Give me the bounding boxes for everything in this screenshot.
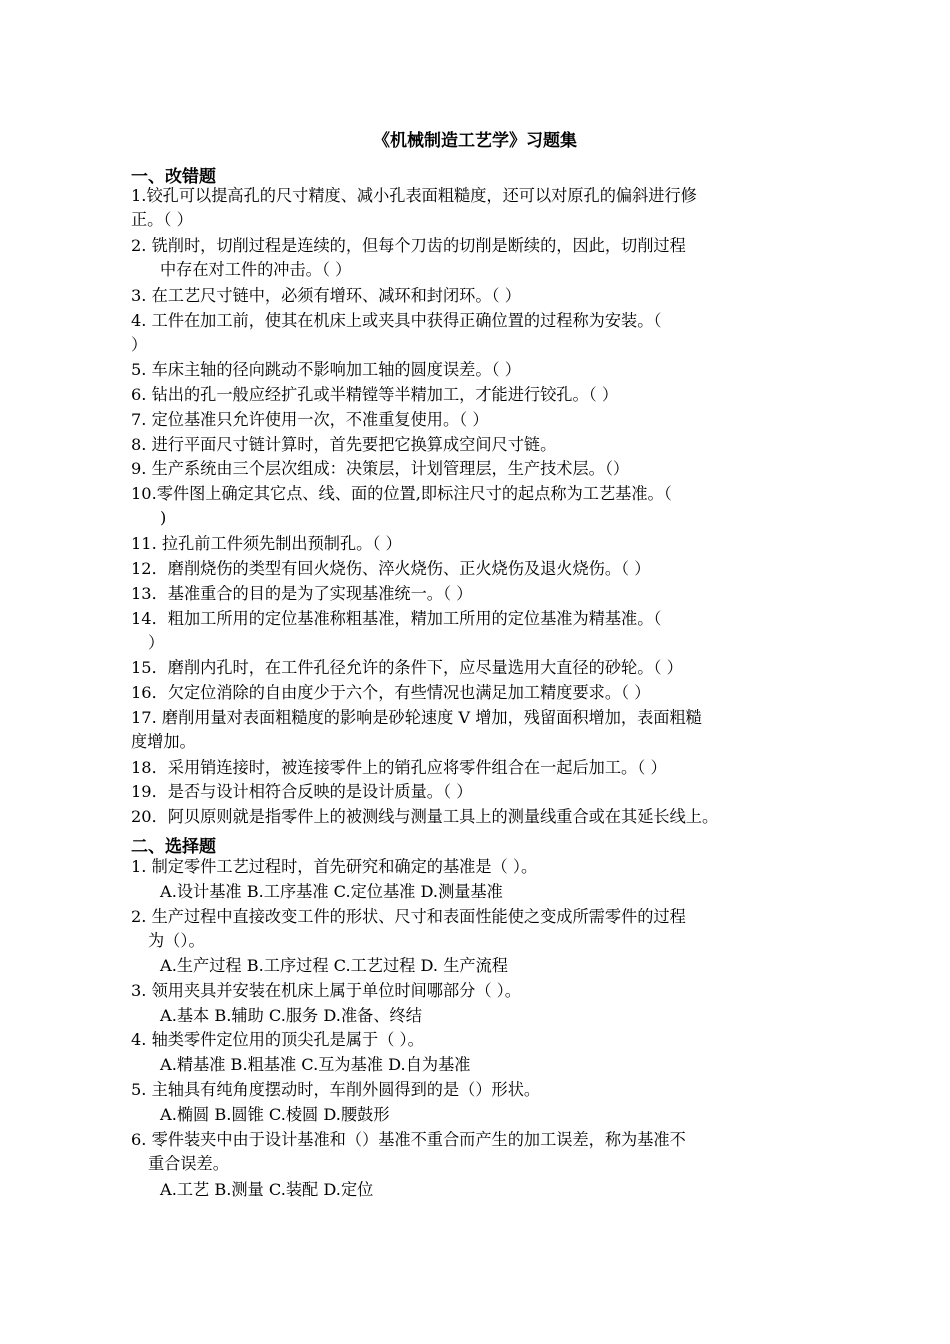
choice-6-options: A.工艺 B.测量 C.装配 D.定位 xyxy=(160,1180,374,1199)
question-17-line-1: 17. 磨削用量对表面粗糙度的影响是砂轮速度 V 增加，残留面积增加，表面粗糙 xyxy=(131,708,702,727)
choice-1-options: A.设计基准 B.工序基准 C.定位基准 D.测量基准 xyxy=(160,882,503,901)
choice-5: 5. 主轴具有纯角度摆动时，车削外圆得到的是（）形状。 xyxy=(131,1080,541,1099)
question-10-line-1: 10.零件图上确定其它点、线、面的位置,即标注尺寸的起点称为工艺基准。（ xyxy=(131,484,672,503)
question-16: 16．欠定位消除的自由度少于六个，有些情况也满足加工精度要求。（ ） xyxy=(131,683,651,702)
question-12: 12．磨削烧伤的类型有回火烧伤、淬火烧伤、正火烧伤及退火烧伤。（ ） xyxy=(131,559,651,578)
section-heading-choice: 二、选择题 xyxy=(131,837,216,857)
question-20: 20．阿贝原则就是指零件上的被测线与测量工具上的测量线重合或在其延长线上。 xyxy=(131,807,719,826)
question-4-line-2: ） xyxy=(131,335,148,354)
question-17-line-2: 度增加。 xyxy=(131,732,196,751)
section-heading-correction: 一、改错题 xyxy=(131,167,216,187)
question-11: 11. 拉孔前工件须先制出预制孔。（ ） xyxy=(131,534,402,553)
choice-4-options: A.精基准 B.粗基准 C.互为基准 D.自为基准 xyxy=(160,1055,471,1074)
question-8: 8. 进行平面尺寸链计算时，首先要把它换算成空间尺寸链。 xyxy=(131,435,557,454)
choice-1: 1. 制定零件工艺过程时，首先研究和确定的基准是（ ）。 xyxy=(131,857,538,876)
question-14-line-2: ） xyxy=(148,633,165,652)
choice-5-options: A.椭圆 B.圆锥 C.棱圆 D.腰鼓形 xyxy=(160,1105,390,1124)
question-2-line-1: 2. 铣削时，切削过程是连续的，但每个刀齿的切削是断续的，因此，切削过程 xyxy=(131,236,686,255)
choice-3: 3. 领用夹具并安装在机床上属于单位时间哪部分（ ）。 xyxy=(131,981,521,1000)
question-1-line-2: 正。（ ） xyxy=(131,210,193,229)
question-15: 15．磨削内孔时，在工件孔径允许的条件下，应尽量选用大直径的砂轮。（ ） xyxy=(131,658,683,677)
document-title: 《机械制造工艺学》习题集 xyxy=(373,131,577,151)
question-6: 6. 钻出的孔一般应经扩孔或半精镗等半精加工，才能进行铰孔。（ ） xyxy=(131,385,619,404)
question-9: 9. 生产系统由三个层次组成：决策层，计划管理层，生产技术层。（） xyxy=(131,459,630,478)
question-2-line-2: 中存在对工件的冲击。（ ） xyxy=(160,260,352,279)
question-19: 19．是否与设计相符合反映的是设计质量。（ ） xyxy=(131,782,473,801)
choice-2-line-1: 2. 生产过程中直接改变工件的形状、尺寸和表面性能使之变成所需零件的过程 xyxy=(131,907,686,926)
choice-2-options: A.生产过程 B.工序过程 C.工艺过程 D. 生产流程 xyxy=(160,956,508,975)
choice-6-line-1: 6. 零件装夹中由于设计基准和（）基准不重合而产生的加工误差，称为基准不 xyxy=(131,1130,686,1149)
choice-4: 4. 轴类零件定位用的顶尖孔是属于（ ）。 xyxy=(131,1030,424,1049)
question-5: 5. 车床主轴的径向跳动不影响加工轴的圆度误差。（ ） xyxy=(131,360,521,379)
question-3: 3. 在工艺尺寸链中，必须有增环、减环和封闭环。（ ） xyxy=(131,286,521,305)
question-10-line-2: ) xyxy=(160,508,167,527)
question-7: 7. 定位基准只允许使用一次，不准重复使用。（ ） xyxy=(131,410,489,429)
question-13: 13．基准重合的目的是为了实现基准统一。（ ） xyxy=(131,584,473,603)
question-14-line-1: 14．粗加工所用的定位基准称粗基准，精加工所用的定位基准为精基准。（ xyxy=(131,609,662,628)
choice-6-line-2: 重合误差。 xyxy=(148,1154,229,1173)
choice-3-options: A.基本 B.辅助 C.服务 D.准备、终结 xyxy=(160,1006,422,1025)
question-1-line-1: 1.铰孔可以提高孔的尺寸精度、减小孔表面粗糙度，还可以对原孔的偏斜进行修 xyxy=(131,186,697,205)
question-18: 18．采用销连接时，被连接零件上的销孔应将零件组合在一起后加工。（ ） xyxy=(131,758,667,777)
choice-2-line-2: 为（）。 xyxy=(148,931,205,950)
question-4-line-1: 4. 工件在加工前，使其在机床上或夹具中获得正确位置的过程称为安装。（ xyxy=(131,311,662,330)
